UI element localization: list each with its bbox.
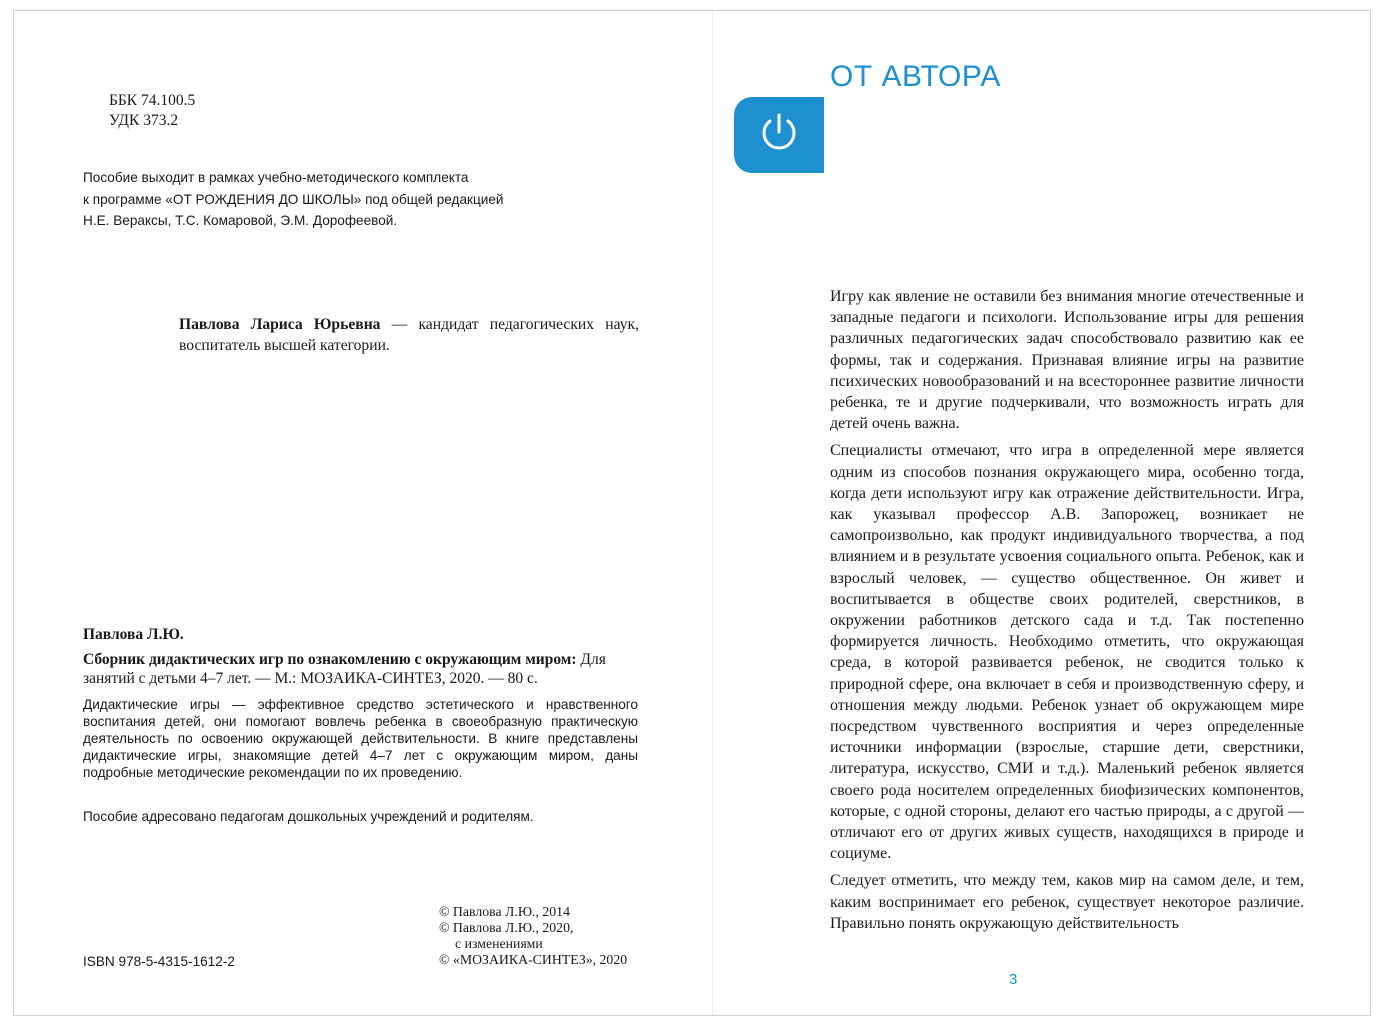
power-icon xyxy=(756,110,802,161)
series-note-line: Н.Е. Вераксы, Т.С. Комаровой, Э.М. Дорофеевой. xyxy=(83,213,398,228)
series-note-line: к программе «ОТ РОЖДЕНИЯ ДО ШКОЛЫ» под общей редакцией xyxy=(83,191,504,207)
page-number: 3 xyxy=(1009,971,1018,988)
body-paragraph: Следует отметить, что между тем, каков мир на самом деле, и тем, каким воспринимает его ребенок, существует некоторое различие. Правильно понять окружающую действительность xyxy=(830,872,1304,932)
copyright-line: © Павлова Л.Ю., 2014 xyxy=(439,904,570,919)
book-spread xyxy=(13,10,1371,1016)
chapter-body xyxy=(830,286,1304,940)
biblio-record xyxy=(83,650,639,688)
biblio-details: Для занятий с детьми 4–7 лет. — М.: МОЗАИКА-СИНТЕЗ, 2020. — 80 с. xyxy=(83,651,606,687)
copyright-line: © Павлова Л.Ю., 2020, xyxy=(439,920,574,935)
biblio-author: Павлова Л.Ю. xyxy=(83,626,184,643)
chapter-badge xyxy=(734,97,824,173)
series-note xyxy=(83,167,603,232)
classification-codes xyxy=(109,91,195,131)
biblio-title: Сборник дидактических игр по ознакомлению с окружающим миром: xyxy=(83,651,577,668)
author-info xyxy=(179,314,639,356)
author-credentials: — кандидат педагогических наук, воспитатель высшей категории. xyxy=(179,316,639,354)
copyright-line: © «МОЗАИКА-СИНТЕЗ», 2020 xyxy=(439,952,628,967)
chapter-title: ОТ АВТОРА xyxy=(830,60,1001,93)
series-note-line: Пособие выходит в рамках учебно-методического комплекта xyxy=(83,170,469,185)
annotation: Дидактические игры — эффективное средство эстетического и нравственного воспитания детей, они помогают вовлечь ребенка в своеобразную практическую деятельность по освоению окружающей действительности. В книге представлены дидактические игры, знакомящие детей 4–7 лет с окружающим миром, даны подробные методические рекомендации по их проведению. xyxy=(83,697,638,780)
udk-code: УДК 373.2 xyxy=(109,112,179,129)
copyright-line: с изменениями xyxy=(455,936,543,951)
author-name: Павлова Лариса Юрьевна xyxy=(179,316,381,333)
book-spine xyxy=(712,11,713,1015)
body-paragraph: Специалисты отмечают, что игра в определенной мере является одним из способов познания окружающего мира, особенно тогда, когда дети используют игру как отражение действительности. Игра, как указывал профессор А.В. Запорожец, возникает не самопроизвольно, как продукт индивидуального творчества, а под влиянием и в результате усвоения социального опыта. Ребенок, как и взрослый человек, — существо общественное. Он живет и воспитывается в обществе своих родителей, сверстников, в окружении работников детского сада и т.д. Так постепенно формируется личность. Необходимо отметить, что окружающая среда, в которой развивается ребенок, не сводится только к природной сфере, она включает в себя и производственную сферу, и отношения между людьми. Ребенок узнает об окружающем мире посредством чувственного восприятия и через определенные источники информации (взрослые, старшие дети, сверстники, литература, искусство, СМИ и т.д.). Маленький ребенок является своего рода носителем определенных биофизических компонентов, которые, с одной стороны, делают его частью природы, а с другой — отличают его от других живых существ, находящихся в природе и социуме. xyxy=(830,442,1304,863)
audience-note: Пособие адресовано педагогам дошкольных учреждений и родителям. xyxy=(83,809,534,824)
bbk-code: ББК 74.100.5 xyxy=(109,92,196,109)
body-paragraph: Игру как явление не оставили без внимания многие отечественные и западные педагоги и психологи. Использование игры для решения различных педагогических задач способствовало развитию как ее формы, так и содержания. Признавая влияние игры на развитие психических новообразований и на всестороннее развитие личности ребенка, те и другие подчеркивали, что возможность играть для детей очень важна. xyxy=(830,288,1304,433)
copyright-block xyxy=(439,904,627,968)
isbn: ISBN 978-5-4315-1612-2 xyxy=(83,954,235,969)
